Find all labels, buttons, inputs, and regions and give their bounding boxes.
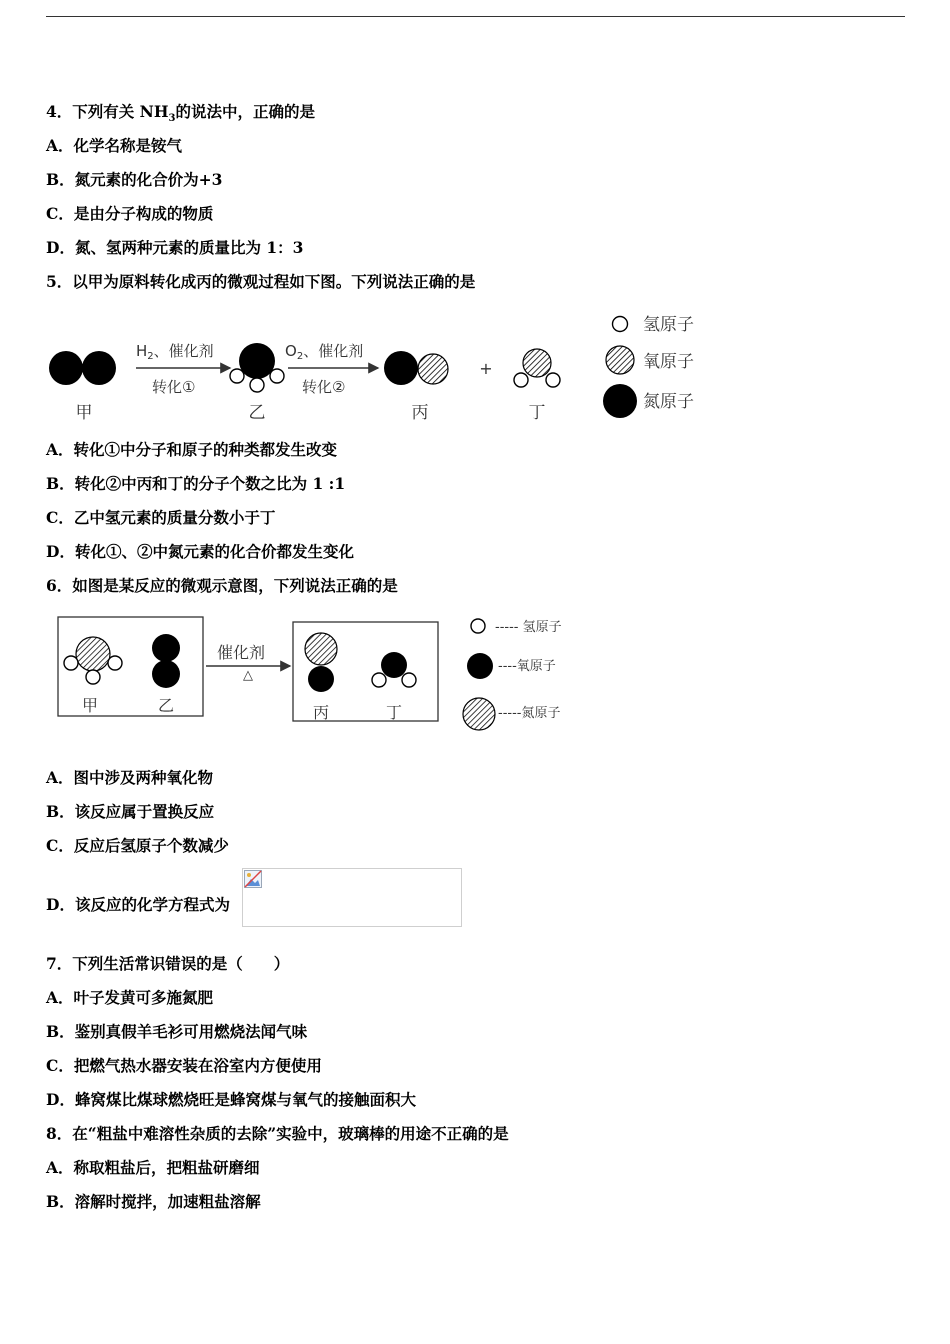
q6-jia-h-atom-3 xyxy=(86,670,100,684)
q6-reactant-box xyxy=(58,617,203,716)
q6-option-c: C．反应后氢原子个数减少 xyxy=(46,836,229,855)
header-rule xyxy=(46,16,905,17)
q5-arrow1-reagent: $H_2$、催化剂 xyxy=(136,342,214,362)
q5-yi-h-atom-1 xyxy=(230,369,244,383)
q5-ding-h-atom-2 xyxy=(546,373,560,387)
q6-legend-h-icon xyxy=(471,619,485,633)
q8-stem: 8．在“粗盐中难溶性杂质的去除”实验中，玻璃棒的用途不正确的是 xyxy=(46,1124,509,1143)
q5-legend-n: 氮原子 xyxy=(643,392,694,412)
q5-ding-h-atom-1 xyxy=(514,373,528,387)
q4-option-a: A．化学名称是铵气 xyxy=(46,136,183,155)
q6-jia-h-atom-1 xyxy=(64,656,78,670)
q5-option-c: C．乙中氢元素的质量分数小于丁 xyxy=(46,508,276,527)
q7-stem: 7．下列生活常识错误的是（ ） xyxy=(46,954,290,973)
q6-ding-o-atom xyxy=(381,652,407,678)
q6-ding-h-atom-2 xyxy=(402,673,416,687)
q5-bing-n-atom xyxy=(384,351,418,385)
q6-jia-n-atom xyxy=(76,637,110,671)
q6-option-d: D．该反应的化学方程式为 xyxy=(46,895,230,914)
q5-label-yi: 乙 xyxy=(248,403,266,423)
q6-heat: △ xyxy=(243,668,253,683)
q6-bing-o-atom xyxy=(308,666,334,692)
q6-jia-h-atom-2 xyxy=(108,656,122,670)
q5-option-d: D．转化①、②中氮元素的化合价都发生变化 xyxy=(46,542,354,561)
q5-yi-h-atom-2 xyxy=(250,378,264,392)
q6-legend-n-icon xyxy=(463,698,495,730)
q5-stem: 5．以甲为原料转化成丙的微观过程如下图。下列说法正确的是 xyxy=(46,272,476,291)
q5-plus: + xyxy=(479,359,493,378)
q5-figure xyxy=(40,306,720,430)
q8-option-b: B．溶解时搅拌，加速粗盐溶解 xyxy=(46,1192,261,1211)
q7-option-d: D．蜂窝煤比煤球燃烧旺是蜂窝煤与氧气的接触面积大 xyxy=(46,1090,416,1109)
broken-image-icon xyxy=(244,870,262,888)
q6-ding-h-atom-1 xyxy=(372,673,386,687)
q6-legend-h: ----- 氢原子 xyxy=(495,620,562,635)
q5-ding-o-atom xyxy=(523,349,551,377)
q6-figure xyxy=(50,610,580,740)
q6-label-ding: 丁 xyxy=(385,703,403,722)
q6-yi-o-atom-1 xyxy=(152,634,180,662)
q4-option-b: B．氮元素的化合价为+3 xyxy=(46,170,223,189)
q5-yi-h-atom-3 xyxy=(270,369,284,383)
q6-label-yi: 乙 xyxy=(157,696,175,715)
q7-option-c: C．把燃气热水器安装在浴室内方便使用 xyxy=(46,1056,322,1075)
q6-catalyst: 催化剂 xyxy=(216,643,266,662)
q5-jia-n-atom-1 xyxy=(49,351,83,385)
q5-yi-n-atom xyxy=(239,343,275,379)
q4-stem: 4．下列有关 $NH_3$的说法中，正确的是 xyxy=(46,102,315,125)
q5-label-bing: 丙 xyxy=(411,403,429,423)
q6-option-b: B．该反应属于置换反应 xyxy=(46,802,215,821)
q5-legend-h-icon xyxy=(613,317,628,332)
q8-option-a: A．称取粗盐后，把粗盐研磨细 xyxy=(46,1158,260,1177)
q5-arrow2-label: 转化② xyxy=(302,378,346,396)
q5-legend-h: 氢原子 xyxy=(643,315,694,335)
q5-label-jia: 甲 xyxy=(75,403,93,423)
q5-arrow2-reagent: $O_2$、催化剂 xyxy=(285,342,364,362)
q6-legend-o-icon xyxy=(467,653,493,679)
q5-legend-o-icon xyxy=(606,346,634,374)
q6-equation-image xyxy=(242,868,462,927)
q5-bing-o-atom xyxy=(418,354,448,384)
q6-option-a: A．图中涉及两种氧化物 xyxy=(46,768,214,787)
q7-option-a: A．叶子发黄可多施氮肥 xyxy=(46,988,214,1007)
q6-bing-n-atom xyxy=(305,633,337,665)
q5-option-a: A．转化①中分子和原子的种类都发生改变 xyxy=(46,440,338,459)
q5-option-b: B．转化②中丙和丁的分子个数之比为 1 :1 xyxy=(46,474,346,493)
q5-legend-o: 氧原子 xyxy=(643,352,694,372)
q4-option-d: D．氮、氢两种元素的质量比为 1：3 xyxy=(46,238,304,257)
q6-stem: 6．如图是某反应的微观示意图，下列说法正确的是 xyxy=(46,576,398,595)
q5-arrow1-label: 转化① xyxy=(152,378,196,396)
q6-yi-o-atom-2 xyxy=(152,660,180,688)
q5-label-ding: 丁 xyxy=(528,403,546,423)
q7-option-b: B．鉴别真假羊毛衫可用燃烧法闻气味 xyxy=(46,1022,308,1041)
q6-label-bing: 丙 xyxy=(312,703,330,722)
q4-option-c: C．是由分子构成的物质 xyxy=(46,204,214,223)
q5-legend-n-icon xyxy=(603,384,637,418)
q6-legend-o: ----氧原子 xyxy=(498,659,556,674)
q5-jia-n-atom-2 xyxy=(82,351,116,385)
q6-legend-n: -----氮原子 xyxy=(498,706,561,721)
q6-label-jia: 甲 xyxy=(81,696,99,715)
